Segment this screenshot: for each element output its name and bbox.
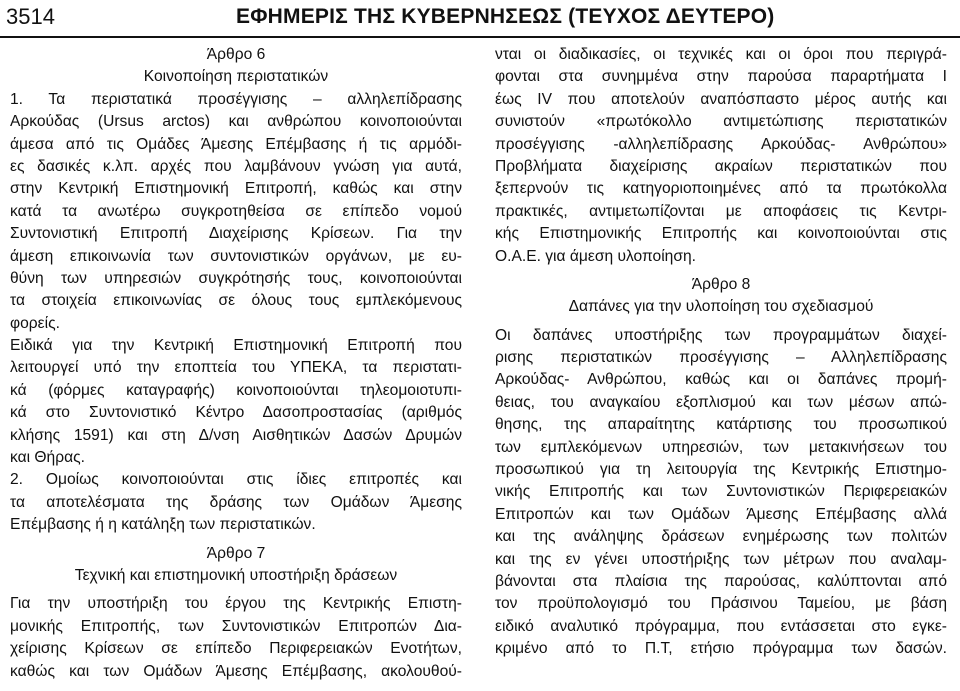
text-line: Προβλήματα διαχείρισης ακραίων περιστατικών που [495,157,947,175]
text-line: βάνονται στα πλαίσια της παρούσας, καλύπτονται από [495,572,947,590]
text-line: και της ανάληψης δράσεων ενημέρωσης των πολιτών [495,528,947,546]
text-line: θύνη των υπηρεσιών συγκρότησής τους, κοινοποιούνται [10,269,462,287]
text-line: θειας, του αναγκαίου εξοπλισμού και των μέσων απώ- [495,393,947,411]
text-line: Άρθρο 8 [691,275,751,293]
text-line: Ο.Α.Ε. για άμεση υλοποίηση. [495,247,696,265]
text-line: κής Επιστημονικής Επιτροπής και κοινοποιούνται στις [495,225,947,243]
gazette-title: ΕΦΗΜΕΡΙΣ ΤΗΣ ΚΥΒΕΡΝΗΣΕΩΣ (ΤΕΥΧΟΣ ΔΕΥΤΕΡΟ) [236,5,775,28]
text-line: Ειδικά για την Κεντρική Επιστημονική Επιτροπή που [10,337,462,355]
text-line: Δαπάνες για την υλοποίηση του σχεδιασμού [568,298,874,316]
text-line: κριμένο από το Π.Τ, ετήσιο πρόγραμμα των δασών. [495,640,947,658]
text-line: έως IV που αποτελούν αναπόσπαστο μέρος αυτής και [495,90,947,108]
page-header [0,0,960,38]
text-line: κατά τα ανωτέρω συγκροτηθείσα σε επίπεδο νομού [10,202,462,220]
text-line: Άρθρο 6 [206,46,266,63]
text-line: Άρθρο 7 [206,544,266,562]
text-line: ρισης περιστατικών προσέγγισης – Αλληλεπίδρασης [495,349,947,367]
text-line: μονικής Επιτροπής, των Συντονιστικών Επιτροπών Δια- [10,617,462,635]
text-line: συνιστούν «πρωτόκολλο αντιμετώπισης περιστατικών [495,113,947,131]
text-line: κλήσης 1591) και στη Δ/νση Αισθητικών Δασών Δρυμών [10,426,462,444]
text-line: Για την υποστήριξη του έργου της Κεντρικής Επιστη- [10,595,462,613]
text-line: ξεπερνούν τις κατηγοριοποιημένες από τα πρωτόκολλα [495,180,947,198]
text-line: καθώς και των Ομάδων Άμεσης Επέμβασης, ακολουθού- [10,662,462,680]
text-line: τα αποτελέσματα της δράσης των Ομάδων Άμεσης [10,493,462,511]
text-line: άμεση επικοινωνία των συντονιστικών οργάνων, με ευ- [10,247,462,265]
text-line: ειδικό αναλυτικό πρόγραμμα, που εντάσσεται στο εγκε- [495,617,947,635]
text-line: προσέγγισης -αλληλεπίδρασης Αρκούδας- Ανθρώπου» [495,135,947,153]
text-line: λειτουργεί υπό την εποπτεία του ΥΠΕΚΑ, τα περιστατι- [10,359,462,377]
text-line: φορείς. [10,314,60,332]
text-line: χείρισης Κρίσεων σε επίπεδο Περιφερειακών Ενοτήτων, [10,640,462,658]
text-line: Επέμβασης ή η κατάληξη των περιστατικών. [10,516,316,534]
text-line: Τεχνική και επιστημονική υποστήριξη δράσεων [74,566,398,584]
text-line: κά στο Συντονιστικό Κέντρο Δασοπροστασίας (αριθμός [10,404,462,422]
text-line: Επιτροπών και των Ομάδων Άμεσης Επέμβασης αλλά [495,505,947,523]
text-line: τον προϋπολογισμό του Πράσινου Ταμείου, με βάση [495,595,947,613]
text-line: Οι δαπάνες υποστήριξης των προγραμμάτων διαχεί- [495,326,947,344]
text-line: Κοινοποίηση περιστατικών [143,68,329,86]
text-line: και της εν γένει υποστήριξης των μέτρων που αναλαμ- [495,550,947,568]
text-line: και Θήρας. [10,449,85,467]
text-line: ες δασικές κ.λπ. αρχές που λαμβάνουν γνώση για αυτά, [10,157,462,175]
text-line: άμεσα από τις Ομάδες Άμεσης Επέμβασης ή τις αρμόδι- [10,135,462,153]
text-line: Αρκούδας- Ανθρώπου, καθώς και οι δαπάνες προμή- [495,371,947,389]
left-column [10,44,462,691]
text-line: 2. Ομοίως κοινοποιούνται στις ίδιες επιτροπές και [10,471,462,489]
text-line: τα στοιχεία επικοινωνίας σε όλους τους εμπλεκόμενους [10,292,462,310]
text-line: νικής Επιτροπής και των Συντονιστικών Περιφερειακών [495,483,947,501]
text-line: Συντονιστική Επιτροπή Διαχείρισης Κρίσεων. Για την [10,225,462,243]
right-column [495,44,947,691]
text-line: φονται στα συνημμένα στην παρούσα παραρτήματα Ι [495,68,947,86]
text-line: 1. Τα περιστατικά προσέγγισης – αλληλεπίδρασης [10,90,462,108]
text-line: νται οι διαδικασίες, οι τεχνικές και οι όροι που περιγρά- [495,46,947,63]
text-line: προσωπικού για τη λειτουργία της Κεντρικής Επιστημο- [495,461,947,479]
text-line: πρακτικές, αντιμετωπίζονται με αποφάσεις τις Κεντρι- [495,202,947,220]
page-number: 3514 [6,4,55,29]
text-line: στην Κεντρική Επιστημονική Επιτροπή, καθώς και στην [10,180,462,198]
text-line: κά (φόρμες καταγραφής) κοινοποιούνται τηλεομοιοτυπι- [10,381,462,399]
text-line: των εμπλεκόμενων υπηρεσιών, των μετακινήσεων του [495,438,947,456]
text-line: Αρκούδας (Ursus arctos) και ανθρώπου κοινοποιούνται [10,113,462,131]
text-line: θησης, της απαραίτητης κατάρτισης του προσωπικού [495,416,947,434]
